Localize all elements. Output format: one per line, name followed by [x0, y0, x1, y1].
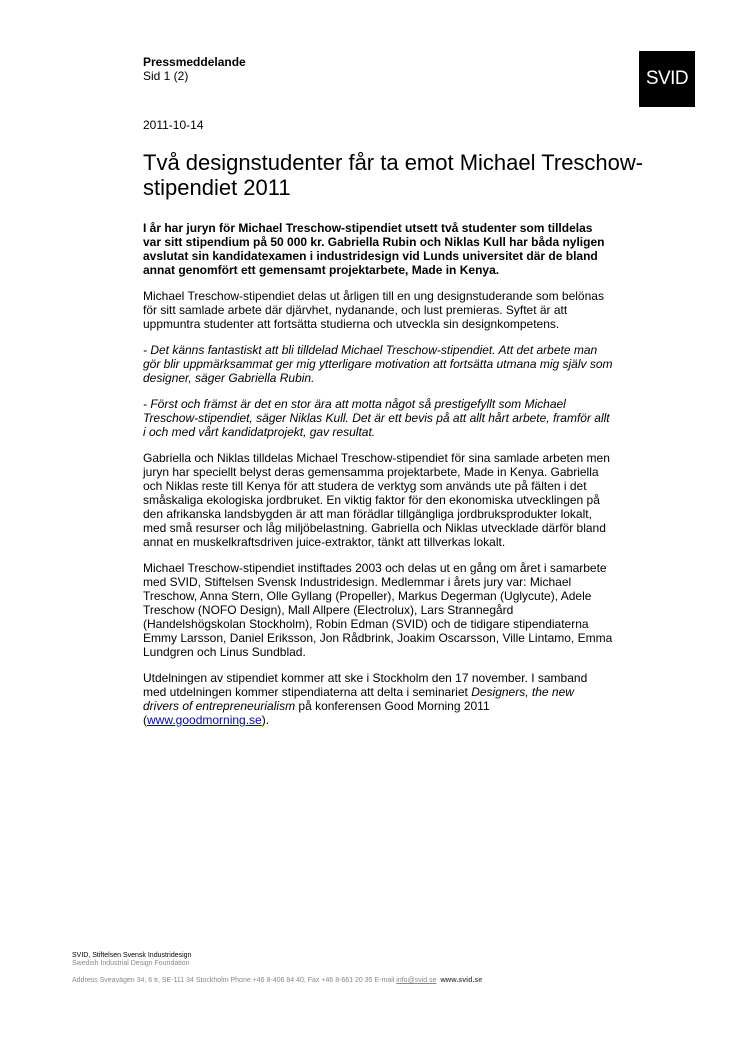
footer-org-english: Swedish Industrial Design Foundation — [72, 960, 190, 967]
paragraph-4-text-c: ). — [261, 713, 270, 727]
headline: Två designstudenter får ta emot Michael Treschow-stipendiet 2011 — [143, 150, 644, 200]
paragraph-4 — [143, 671, 613, 727]
lead-paragraph: I år har juryn för Michael Treschow-stipendiet utsett två studenter som tilldelas var sitt stipendium på 50 000 kr. Gabriella Rubin och Niklas Kull har båda nyligen avslutat sin kandidatexamen i industridesign vid Lunds universitet där de bland annat genomfört ett gemensamt projektarbete, Made in Kenya. — [143, 221, 605, 277]
page-number: Sid 1 (2) — [143, 69, 189, 83]
footer-contact — [72, 976, 672, 985]
seminar-title: Designers, the new drivers of entrepreneurialism — [143, 685, 574, 713]
document-footer — [72, 952, 672, 985]
paragraph-4-text-a: Utdelningen av stipendiet kommer att ske i Stockholm den 17 november. I samband med utdelningen kommer stipendiaterna att delta i seminariet — [143, 671, 588, 699]
footer-web: www.svid.se — [440, 977, 483, 984]
press-body — [143, 221, 613, 739]
goodmorning-link[interactable]: www.goodmorning.se — [147, 713, 262, 727]
document-header — [143, 55, 246, 83]
release-date: 2011-10-14 — [143, 118, 204, 132]
paragraph-4-text-b: på konferensen Good Morning 2011 ( — [143, 699, 490, 727]
paragraph-3: Michael Treschow-stipendiet instiftades 2003 och delas ut en gång om året i samarbete med SVID, Stiftelsen Svensk Industridesign. Medlemmar i årets jury var: Michael Treschow, Anna Stern, Olle Gyllang (Propeller), Markus Degerman (Uglycute), Adele Treschow (NOFO Design), Mall Allpere (Electrolux), Lars Strannegård (Handelshögskolan Stockholm), Robin Edman (SVID) och de tidigare stipendiaterna Emmy Larsson, Daniel Eriksson, Jon Rådbrink, Joakim Oscarsson, Ville Lintamo, Emma Lundgren och Linus Sundblad. — [143, 561, 613, 659]
footer-address: Address Sveavägen 34, 6 tr, SE-111 34 Stockholm Phone +46 8-406 84 40, Fax +46 8-661 20 35 E-mail — [72, 977, 397, 984]
svid-logo: SVID — [639, 51, 695, 107]
document-type: Pressmeddelande — [143, 55, 246, 69]
paragraph-2: Gabriella och Niklas tilldelas Michael Treschow-stipendiet för sina samlade arbeten men juryn har speciellt belyst deras gemensamma projektarbete, Made in Kenya. Gabriella och Niklas reste till Kenya för att studera de verktyg som används ute på fälten i det småskaliga ekologiska jordbruket. En viktig faktor för den ekonomiska utvecklingen på den afrikanska landsbygden är att man förädlar tillgängliga jordbruksprodukter lokalt, med små resurser och låg miljöbelastning. Gabriella och Niklas utvecklade därför bland annat en muskelkraftsdriven juice-extraktor, tänkt att tillverkas lokalt. — [143, 451, 610, 549]
footer-org: SVID, Stiftelsen Svensk Industridesign — [72, 952, 192, 959]
paragraph-1: Michael Treschow-stipendiet delas ut årligen till en ung designstuderande som belönas för sitt samlade arbete där djärvhet, nydanande, och lust premieras. Syftet är att uppmuntra studenter att fortsätta studierna och utveckla sin designkompetens. — [143, 289, 604, 331]
footer-email-link[interactable]: info@svid.se — [396, 977, 437, 984]
quote-niklas: - Först och främst är det en stor ära att motta något så prestigefyllt som Michael Treschow-stipendiet, säger Niklas Kull. Det är ett bevis på att allt hårt arbete, framför allt i och med vårt kandidatprojekt, gav resultat. — [143, 397, 610, 439]
quote-gabriella: - Det känns fantastiskt att bli tilldelad Michael Treschow-stipendiet. Att det arbete man gör blir uppmärksammat ger mig ytterligare motivation att fortsätta utmana mig själv som designer, säger Gabriella Rubin. — [143, 343, 613, 385]
